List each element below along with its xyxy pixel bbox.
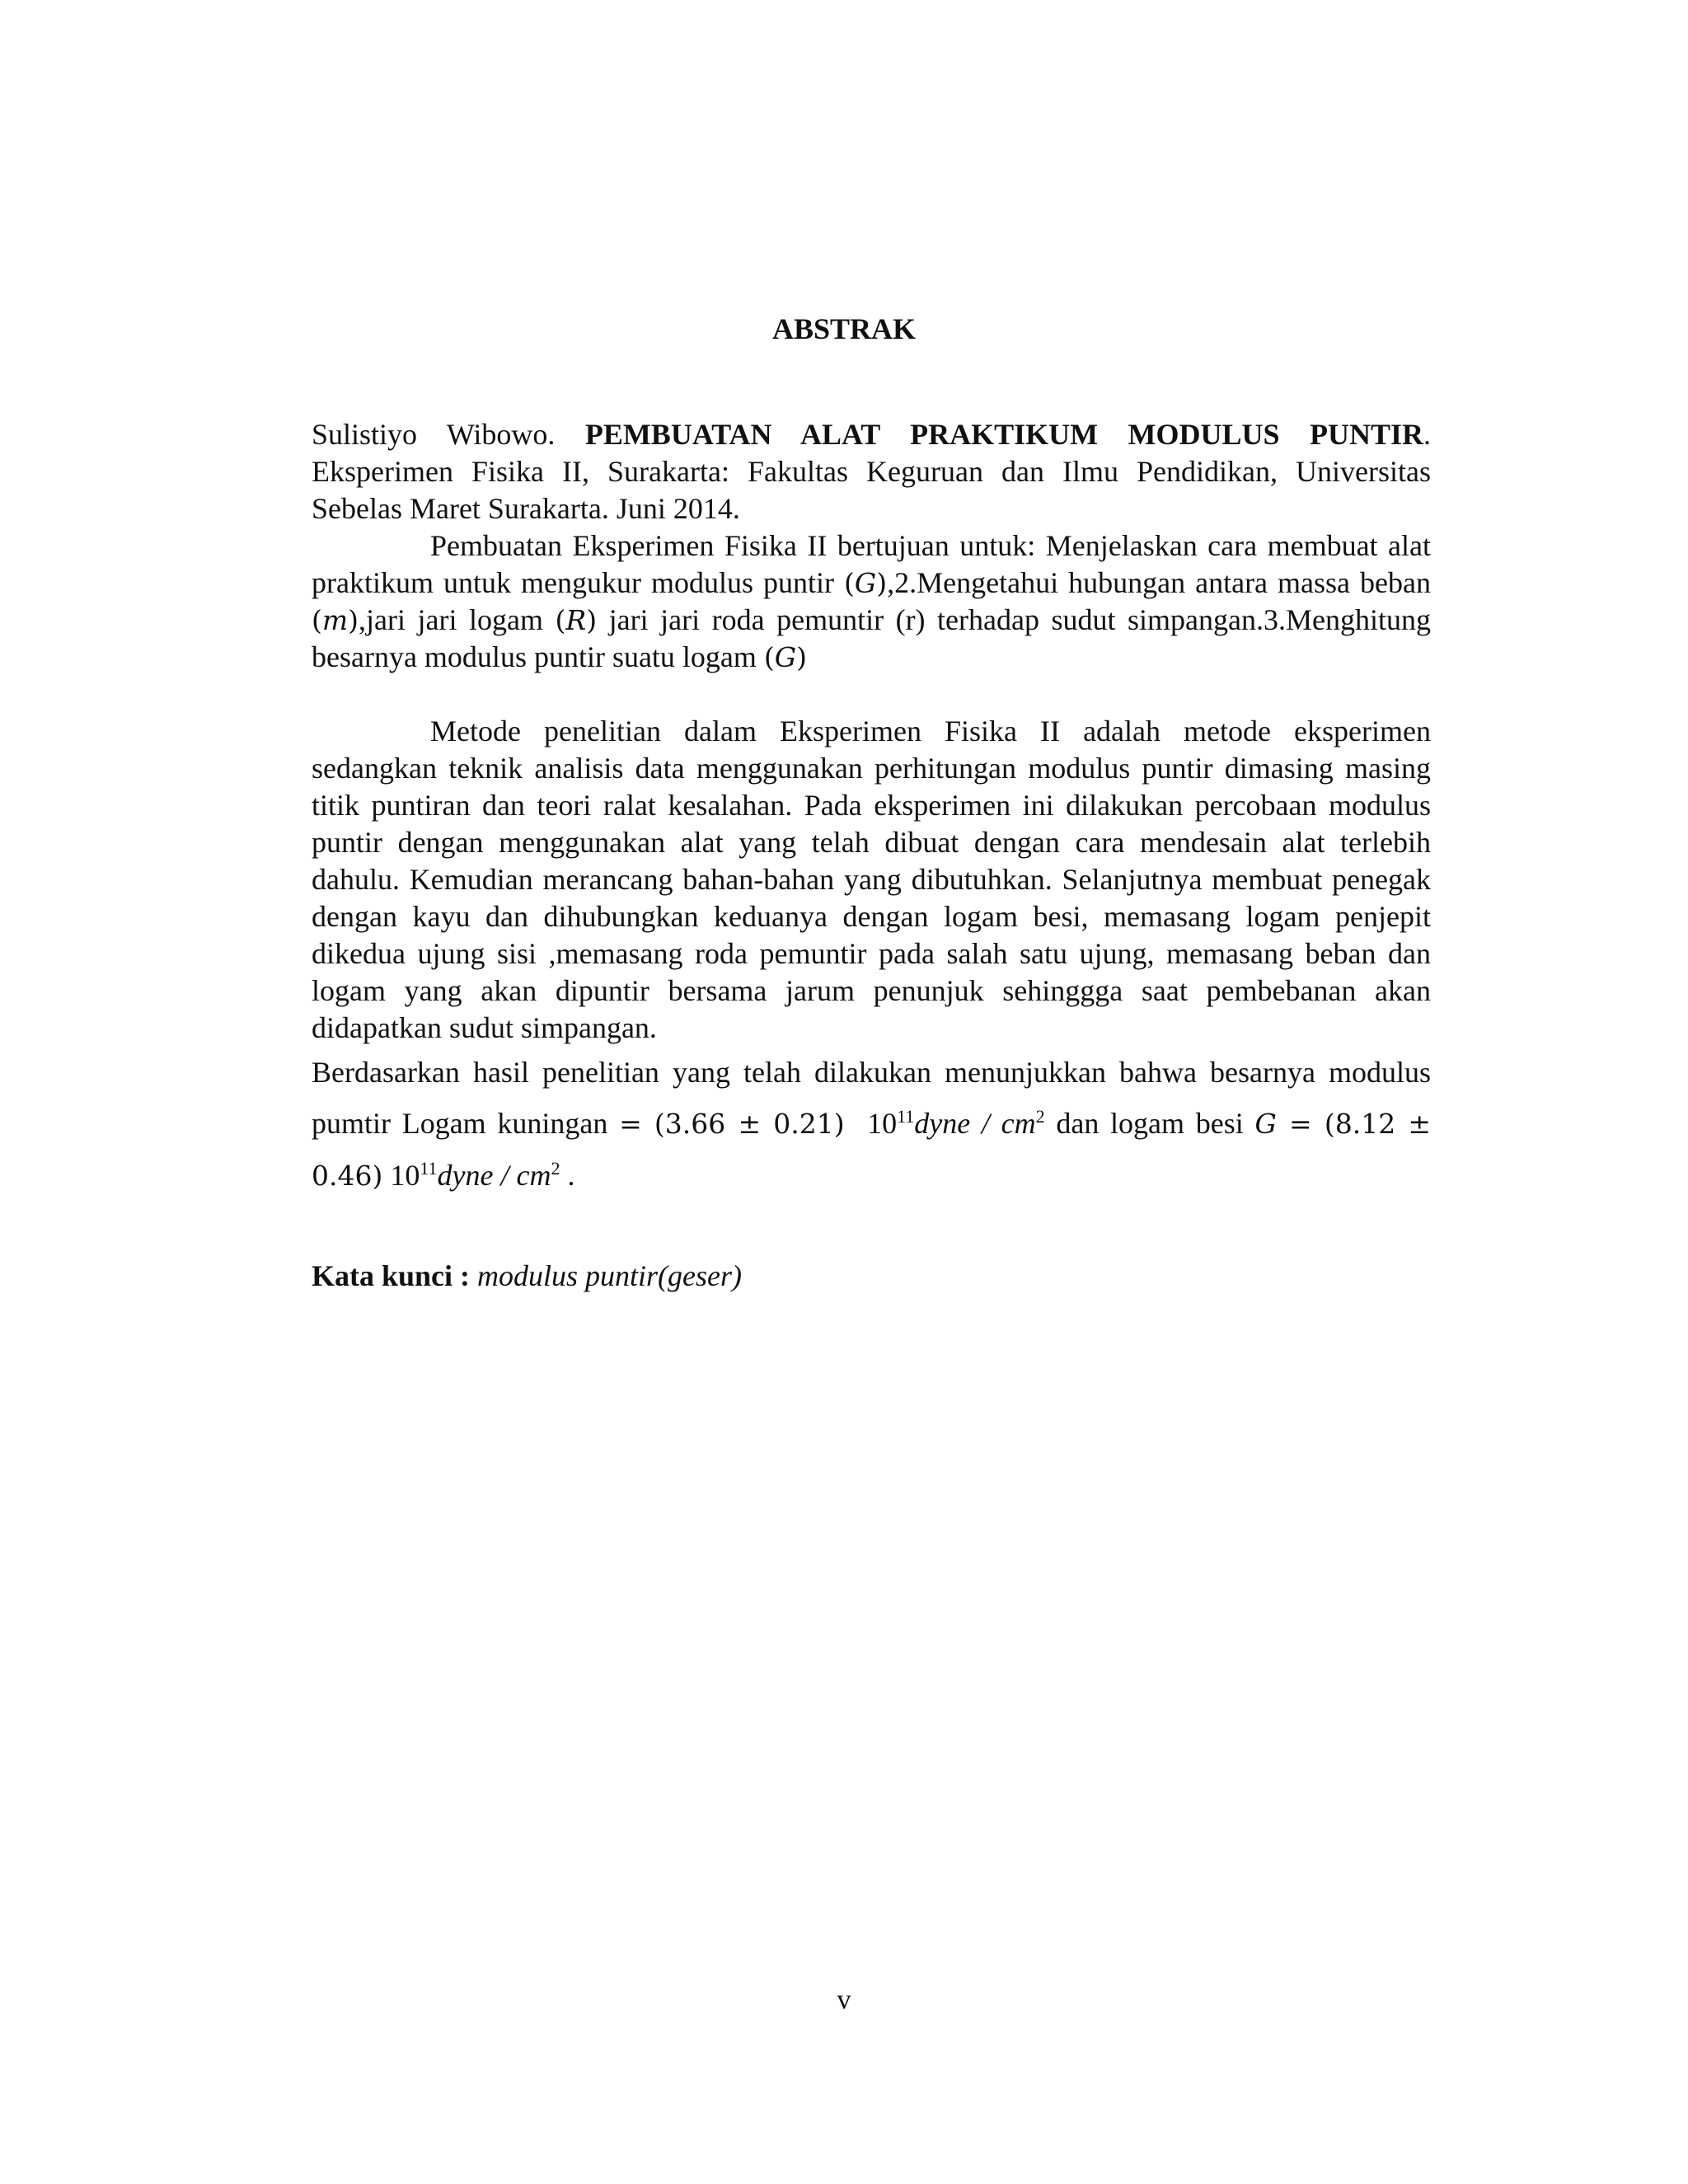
citation-paragraph [312, 416, 1431, 527]
paren-open: ( [763, 641, 775, 673]
power-base: 10 [867, 1107, 898, 1140]
purpose-text-2: ,2.Mengetahui hubungan antara massa beban [887, 566, 1432, 599]
purpose-text-1: Pembuatan Eksperimen Fisika II bertujuan untuk: Menjelaskan cara membuat alat praktikum untuk mengukur modulus puntir [312, 529, 1431, 599]
abstract-body [312, 416, 1431, 1295]
keywords-value: modulus puntir(geser) [477, 1259, 743, 1292]
paren-close: ) [348, 604, 359, 636]
unit-dyne-per-cm: dyne / cm [914, 1107, 1036, 1140]
symbol-g: G [774, 641, 797, 673]
power-exponent: 11 [420, 1158, 438, 1179]
paragraph-gap [312, 676, 1431, 713]
paren-open: ( [312, 604, 322, 636]
symbol-r: R [565, 604, 587, 636]
unit-exponent: 2 [1035, 1106, 1045, 1127]
symbol-m: m [321, 604, 349, 636]
title-period: . [1423, 418, 1431, 451]
abstract-heading: ABSTRAK [771, 312, 917, 345]
result-paragraph [312, 1047, 1431, 1202]
method-paragraph: Metode penelitian dalam Eksperimen Fisika II adalah metode eksperimen sedangkan teknik analisis data menggunakan perhitungan modulus puntir dimasing masing titik puntiran dan teori ralat kesalahan. Pada eksperimen ini dilakukan percobaan modulus puntir dengan menggunakan alat yang telah dibuat dengan cara mendesain alat terlebih dahulu. Kemudian merancang bahan-bahan yang dibutuhkan. Selanjutnya membuat penegak dengan kayu dan dihubungkan keduanya dengan logam besi, memasang logam penjepit dikedua ujung sisi ,memasang roda pemuntir pada salah satu ujung, memasang beban dan logam yang akan dipuntir bersama jarum penunjuk sehinggga saat pembebanan akan didapatkan sudut simpangan. [312, 715, 1431, 1044]
iron-modulus-value: = (8.12 ± 0.46) [312, 1108, 1432, 1192]
result-period: . [567, 1159, 575, 1192]
page-number: v [837, 1985, 851, 2015]
keywords-line [312, 1258, 1431, 1295]
purpose-text-4: jari jari roda pemuntir (r) terhadap sudut simpangan.3.Menghitung besarnya modulus puntir suatu logam [312, 603, 1431, 673]
symbol-g: G [1254, 1108, 1277, 1140]
thesis-title: PEMBUATAN ALAT PRAKTIKUM MODULUS PUNTIR [584, 418, 1423, 451]
paragraph-gap [312, 1202, 1431, 1258]
result-text: Berdasarkan hasil penelitian yang telah dilakukan menunjukkan bahwa besarnya modulus pumtir Logam kuningan [312, 1056, 1431, 1140]
symbol-g: G [854, 567, 877, 599]
keywords-label: Kata kunci : [312, 1259, 471, 1292]
purpose-paragraph [312, 527, 1431, 676]
author-name: Sulistiyo Wibowo. [312, 418, 556, 451]
unit-dyne-per-cm: dyne / cm [437, 1159, 551, 1192]
power-exponent: 11 [897, 1106, 915, 1127]
purpose-text-3: ,jari jari logam [359, 603, 556, 636]
paren-close: ) [586, 604, 598, 636]
brass-modulus-value: = (3.66 ± 0.21) [619, 1108, 845, 1140]
paren-open: ( [555, 604, 566, 636]
result-connector-text: dan logam besi [1056, 1107, 1244, 1140]
paren-close: ) [876, 567, 888, 599]
unit-exponent: 2 [551, 1158, 560, 1179]
citation-details: Eksperimen Fisika II, Surakarta: Fakultas Keguruan dan Ilmu Pendidikan, Universitas Sebelas Maret Surakarta. Juni 2014. [312, 455, 1431, 525]
power-base: 10 [390, 1159, 420, 1192]
paren-close: ) [796, 641, 808, 673]
paren-open: ( [844, 567, 855, 599]
